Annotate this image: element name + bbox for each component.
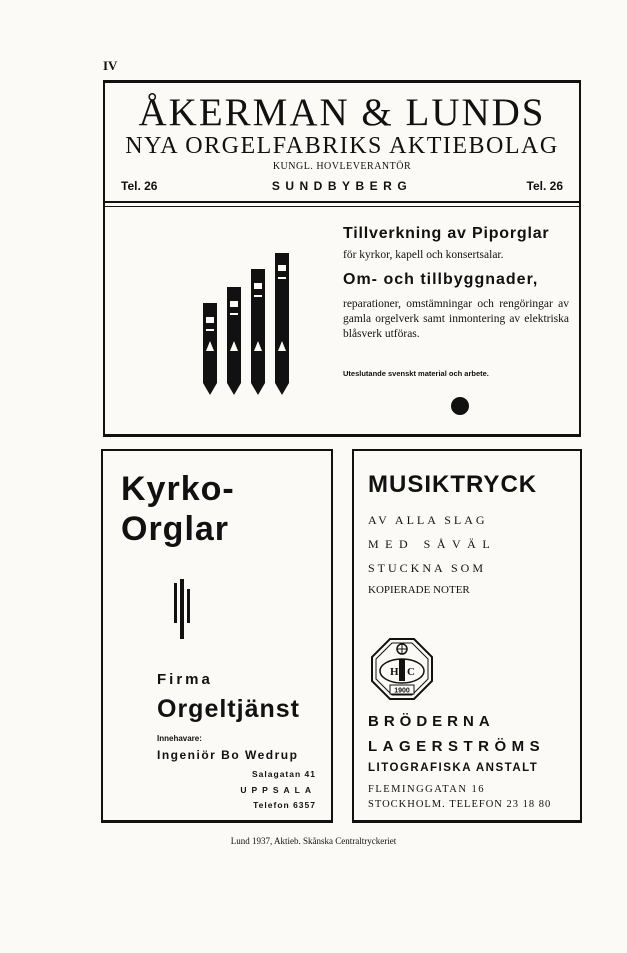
line-stuckna: STUCKNA SOM bbox=[368, 561, 487, 575]
musiktryck-title: MUSIKTRYCK bbox=[368, 471, 538, 498]
akerman-advert bbox=[103, 80, 581, 437]
phone-number: Telefon 6357 bbox=[253, 800, 316, 810]
heading-piporglar: Tillverkning av Piporglar bbox=[343, 225, 550, 242]
line-alla-slag: AV ALLA SLAG bbox=[368, 513, 488, 527]
line-kopierade: KOPIERADE NOTER bbox=[368, 584, 470, 596]
city-phone: STOCKHOLM. TELEFON 23 18 80 bbox=[368, 799, 552, 810]
brand-lagerstroms: LAGERSTRÖMS bbox=[368, 738, 546, 755]
divider-rule bbox=[105, 201, 579, 203]
line-med-saval: MED SÅVÄL bbox=[368, 537, 497, 551]
city-name: UPPSALA bbox=[240, 785, 316, 795]
svg-text:H: H bbox=[390, 666, 399, 678]
organ-pipes-illustration bbox=[199, 251, 291, 399]
orgeltjanst-advert bbox=[101, 449, 333, 823]
emblem-year: 1900 bbox=[394, 687, 410, 695]
tel-left: Tel. 26 bbox=[121, 179, 158, 193]
firma-label: Firma bbox=[157, 671, 213, 688]
brand-litografiska: LITOGRAFISKA ANSTALT bbox=[368, 762, 539, 774]
material-note: Uteslutande svenskt material och arbete. bbox=[343, 369, 489, 378]
divider-rule-thin bbox=[105, 206, 579, 207]
brand-broderna: BRÖDERNA bbox=[368, 713, 495, 730]
orglar-word: Orglar bbox=[121, 510, 230, 548]
street-address: FLEMINGGATAN 16 bbox=[368, 784, 486, 795]
musiktryck-advert bbox=[352, 449, 582, 823]
pipes-icon bbox=[173, 579, 193, 639]
line-kyrkor: för kyrkor, kapell och konsertsalar. bbox=[343, 249, 504, 261]
company-subtitle: NYA ORGELFABRIKS AKTIEBOLAG bbox=[125, 133, 559, 159]
printers-emblem bbox=[370, 637, 434, 701]
svg-text:C: C bbox=[407, 666, 415, 678]
kyrko-orglar-heading bbox=[121, 469, 235, 549]
heading-ombyggnader: Om- och tillbyggnader, bbox=[343, 271, 539, 288]
paragraph-reparationer: reparationer, omstämningar och rengöringar av gamla orgelverk samt inmontering av elektriska blåsverk utföras. bbox=[343, 298, 569, 340]
street-address: Salagatan 41 bbox=[252, 769, 316, 779]
supplier-line: KUNGL. HOVLEVERANTÖR bbox=[272, 161, 412, 172]
kyrko-word: Kyrko- bbox=[121, 470, 235, 508]
ornament-dot bbox=[451, 397, 469, 415]
company-name: Orgeltjänst bbox=[157, 695, 300, 723]
owner-name: Ingeniör Bo Wedrup bbox=[157, 748, 299, 762]
printer-footer: Lund 1937, Aktieb. Skånska Centraltryckeriet bbox=[230, 836, 397, 846]
town-name: SUNDBYBERG bbox=[271, 179, 413, 193]
company-title: ÅKERMAN & LUNDS bbox=[138, 91, 546, 134]
page-number: IV bbox=[103, 58, 118, 73]
owner-label: Innehavare: bbox=[157, 734, 202, 743]
tel-right: Tel. 26 bbox=[526, 179, 563, 193]
